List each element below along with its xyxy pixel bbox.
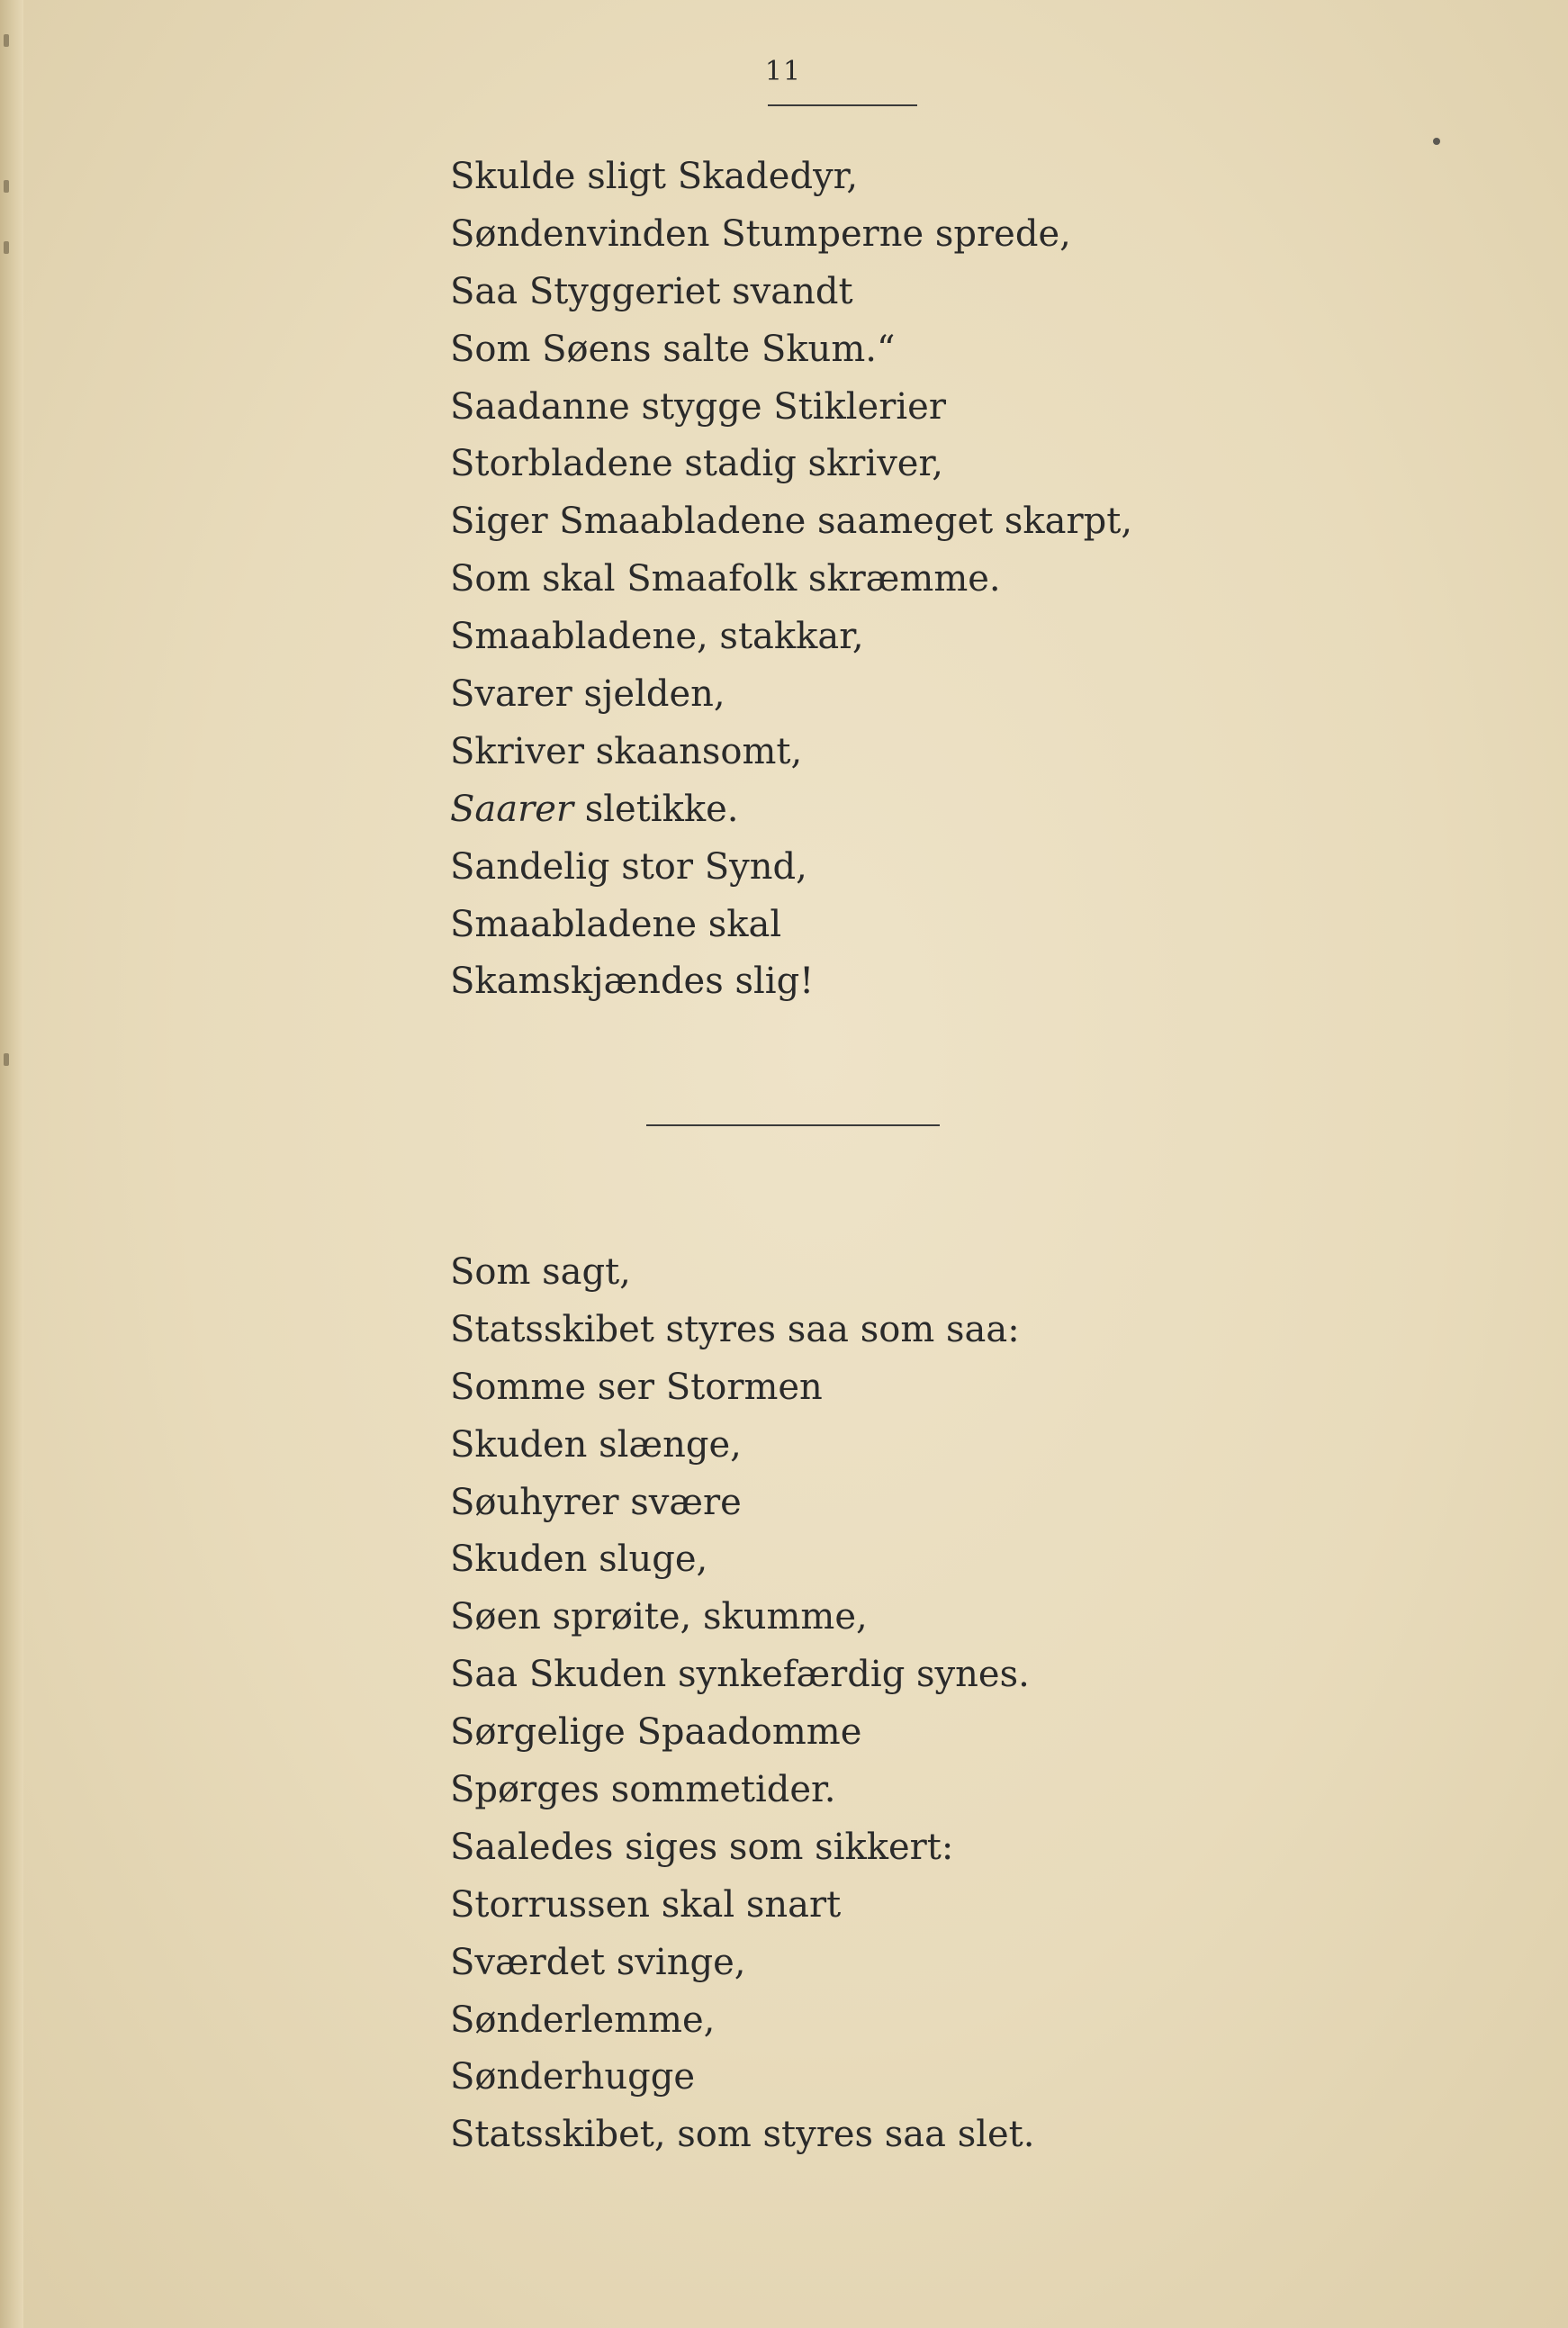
verse-line: Somme ser Stormen <box>450 1366 823 1408</box>
verse-line: Smaabladene, stakkar, <box>450 616 864 658</box>
verse-line: Skamskjændes slig! <box>450 961 815 1003</box>
verse-line: Saa Styggeriet svandt <box>450 270 853 312</box>
verse-line: Sværdet svinge, <box>450 1941 746 1983</box>
stanza-1 <box>450 149 1132 1011</box>
gutter-mark <box>4 34 9 47</box>
gutter-mark <box>4 1053 9 1066</box>
verse-line: Sørgelige Spaadomme <box>450 1711 862 1754</box>
verse-line: Storrussen skal snart <box>450 1883 842 1926</box>
verse-line: Statsskibet, som styres saa slet. <box>450 2114 1035 2156</box>
verse-line: Som skal Smaafolk skræmme. <box>450 558 1001 600</box>
verse-line-rest: sletikke. <box>573 788 739 830</box>
gutter-mark <box>4 241 9 254</box>
verse-line <box>450 781 1132 839</box>
gutter-mark <box>4 180 9 193</box>
verse-line: Som Søens salte Skum.“ <box>450 328 896 370</box>
verse-line: Sønderlemme, <box>450 1999 716 2041</box>
verse-line: Skulde sligt Skadedyr, <box>450 156 859 197</box>
verse-line: Siger Smaabladene saameget skarpt, <box>450 501 1133 543</box>
verse-line: Skuden sluge, <box>450 1538 708 1581</box>
page-number: 11 <box>764 56 802 87</box>
verse-line: Statsskibet styres saa som saa: <box>450 1308 1020 1350</box>
ink-speck <box>1433 138 1440 145</box>
verse-line: Smaabladene skal <box>450 903 782 945</box>
page-number-rule <box>768 104 917 106</box>
verse-line: Saaledes siges som sikkert: <box>450 1826 954 1868</box>
verse-line: Søndenvinden Stumperne sprede, <box>450 212 1071 255</box>
verse-line: Storbladene stadig skriver, <box>450 443 943 485</box>
section-divider <box>646 1124 940 1126</box>
verse-line: Sandelig stor Synd, <box>450 845 807 888</box>
verse-line: Søen sprøite, skumme, <box>450 1596 868 1638</box>
verse-line: Skriver skaansomt, <box>450 730 803 772</box>
page-left-edge <box>0 0 23 2328</box>
verse-line: Svarer sjelden, <box>450 673 725 716</box>
italic-word: Saarer <box>450 788 574 830</box>
verse-line: Saa Skuden synkefærdig synes. <box>450 1654 1030 1696</box>
verse-line: Søuhyrer svære <box>450 1481 742 1523</box>
stanza-2 <box>450 1244 1034 2164</box>
verse-line: Skuden slænge, <box>450 1423 742 1466</box>
verse-line: Sønderhugge <box>450 2056 696 2098</box>
verse-line: Som sagt, <box>450 1251 631 1293</box>
verse-line: Saadanne stygge Stiklerier <box>450 385 946 428</box>
verse-line: Spørges sommetider. <box>450 1769 836 1811</box>
